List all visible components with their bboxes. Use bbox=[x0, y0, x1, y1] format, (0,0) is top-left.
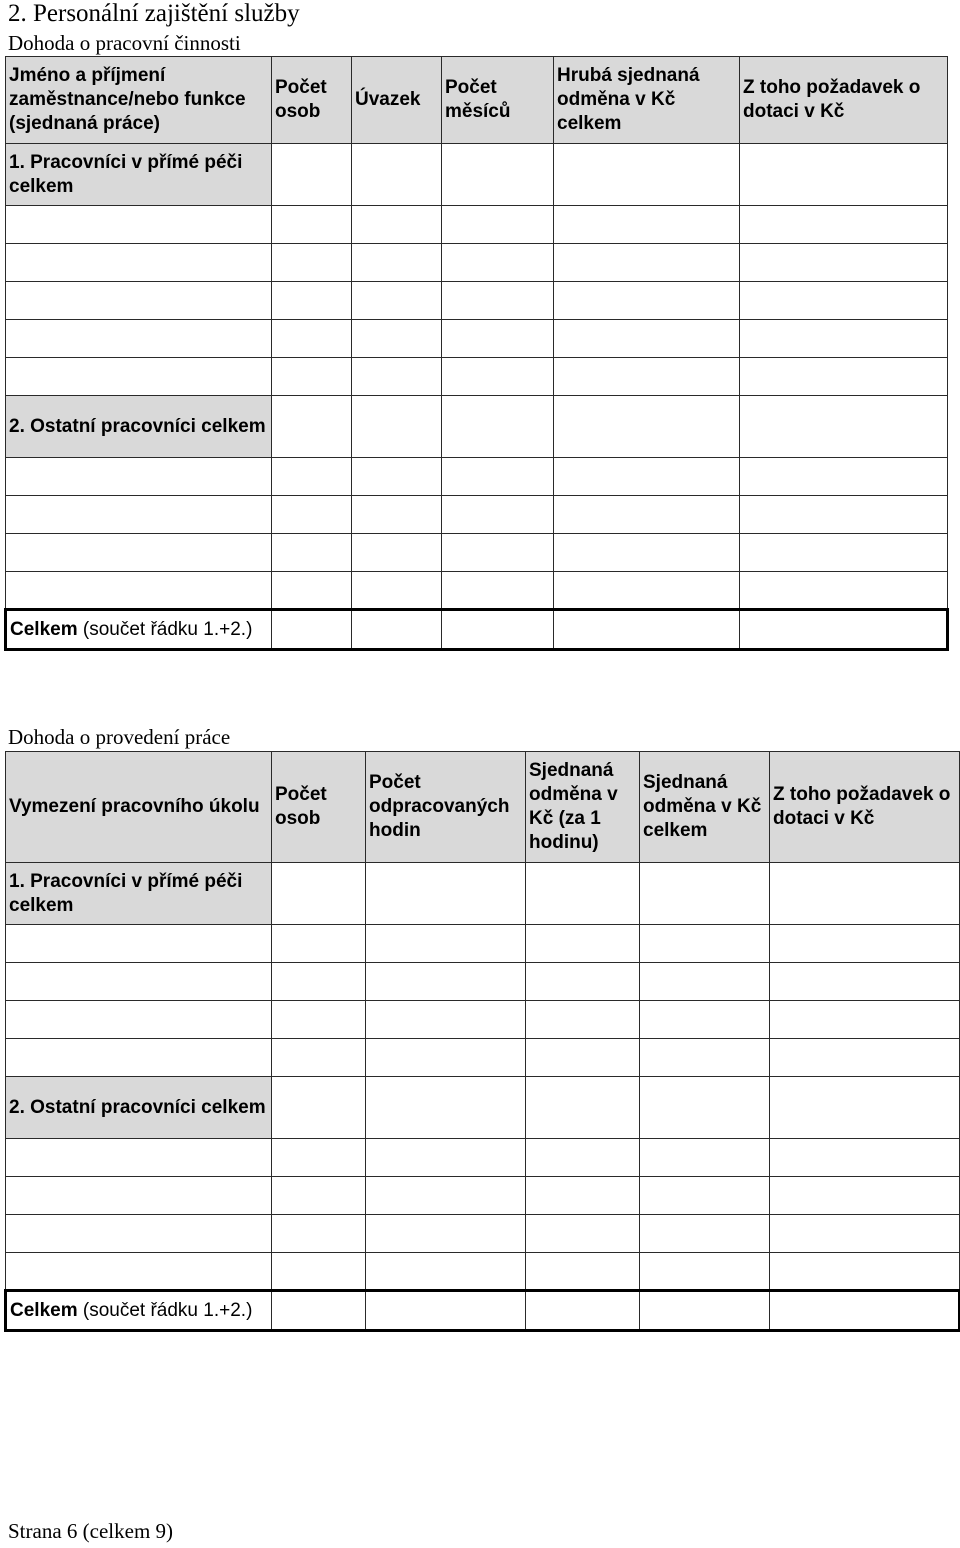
table-cell[interactable] bbox=[6, 1139, 272, 1177]
table-cell[interactable] bbox=[740, 610, 948, 650]
table-cell[interactable] bbox=[272, 244, 352, 282]
table-cell[interactable] bbox=[554, 244, 740, 282]
table-cell[interactable] bbox=[366, 863, 526, 925]
table-row bbox=[6, 358, 948, 396]
table-row bbox=[6, 1215, 960, 1253]
table-cell[interactable] bbox=[442, 396, 554, 458]
table-row bbox=[6, 320, 948, 358]
table-cell[interactable] bbox=[366, 1215, 526, 1253]
table-cell[interactable] bbox=[6, 496, 272, 534]
total-label: Celkem bbox=[10, 1299, 78, 1321]
total-row bbox=[6, 1291, 960, 1331]
page-title: 2. Personální zajištění služby bbox=[8, 0, 300, 27]
table-cell[interactable] bbox=[442, 206, 554, 244]
table-cell[interactable] bbox=[442, 282, 554, 320]
table-cell[interactable] bbox=[554, 458, 740, 496]
table-cell[interactable] bbox=[272, 458, 352, 496]
table-cell[interactable] bbox=[366, 1253, 526, 1291]
table-row bbox=[6, 963, 960, 1001]
table-cell[interactable] bbox=[442, 572, 554, 610]
group2-label: 2. Ostatní pracovníci celkem bbox=[6, 396, 272, 458]
total-label-cell bbox=[6, 610, 272, 650]
table-cell[interactable] bbox=[6, 534, 272, 572]
table-cell[interactable] bbox=[352, 572, 442, 610]
table-row bbox=[6, 1001, 960, 1039]
group2-row bbox=[6, 1077, 960, 1139]
table-cell[interactable] bbox=[640, 863, 770, 925]
table-row bbox=[6, 534, 948, 572]
table-cell[interactable] bbox=[6, 206, 272, 244]
table-cell[interactable] bbox=[740, 244, 948, 282]
total-label-cell bbox=[6, 1291, 272, 1331]
table-cell[interactable] bbox=[770, 1177, 960, 1215]
table-cell[interactable] bbox=[272, 206, 352, 244]
table-cell[interactable] bbox=[640, 1253, 770, 1291]
table-cell[interactable] bbox=[770, 1215, 960, 1253]
table-cell[interactable] bbox=[526, 1253, 640, 1291]
table-cell[interactable] bbox=[770, 1253, 960, 1291]
table-cell[interactable] bbox=[442, 358, 554, 396]
table-cell[interactable] bbox=[272, 144, 352, 206]
table-cell[interactable] bbox=[366, 925, 526, 963]
group1-row bbox=[6, 144, 948, 206]
table-cell[interactable] bbox=[352, 458, 442, 496]
table-cell[interactable] bbox=[272, 572, 352, 610]
table-cell[interactable] bbox=[442, 458, 554, 496]
col-header-hourly-pay: Sjednaná odměna v Kč (za 1 hodinu) bbox=[526, 752, 640, 863]
table-cell[interactable] bbox=[526, 1077, 640, 1139]
table-cell[interactable] bbox=[640, 1001, 770, 1039]
table-cell[interactable] bbox=[366, 1039, 526, 1077]
table-cell[interactable] bbox=[6, 1177, 272, 1215]
table-cell[interactable] bbox=[272, 963, 366, 1001]
table-row bbox=[6, 282, 948, 320]
table-cell[interactable] bbox=[6, 1001, 272, 1039]
total-note: (součet řádku 1.+2.) bbox=[82, 618, 253, 640]
table-cell[interactable] bbox=[272, 396, 352, 458]
table-cell[interactable] bbox=[740, 320, 948, 358]
col-header-total-pay: Sjednaná odměna v Kč celkem bbox=[640, 752, 770, 863]
group1-label: 1. Pracovníci v přímé péči celkem bbox=[6, 144, 272, 206]
table-cell[interactable] bbox=[272, 1215, 366, 1253]
table-cell[interactable] bbox=[554, 320, 740, 358]
table-cell[interactable] bbox=[640, 1177, 770, 1215]
table-cell[interactable] bbox=[770, 1291, 960, 1331]
table-cell[interactable] bbox=[352, 144, 442, 206]
table-cell[interactable] bbox=[442, 244, 554, 282]
table-cell[interactable] bbox=[640, 1215, 770, 1253]
group2-label: 2. Ostatní pracovníci celkem bbox=[6, 1077, 272, 1139]
table-cell[interactable] bbox=[442, 534, 554, 572]
table-cell[interactable] bbox=[352, 282, 442, 320]
table-cell[interactable] bbox=[740, 572, 948, 610]
table-cell[interactable] bbox=[526, 1215, 640, 1253]
table-cell[interactable] bbox=[352, 534, 442, 572]
table-cell[interactable] bbox=[554, 396, 740, 458]
table-cell[interactable] bbox=[366, 1291, 526, 1331]
table-row bbox=[6, 925, 960, 963]
table-cell[interactable] bbox=[770, 925, 960, 963]
table-cell[interactable] bbox=[526, 925, 640, 963]
table-cell[interactable] bbox=[740, 396, 948, 458]
table-cell[interactable] bbox=[352, 206, 442, 244]
col-header-name: Jméno a příjmení zaměstnance/nebo funkce (sjednaná práce) bbox=[6, 57, 272, 144]
col-header-gross-pay: Hrubá sjednaná odměna v Kč celkem bbox=[554, 57, 740, 144]
table-cell[interactable] bbox=[6, 320, 272, 358]
section1-heading: Dohoda o pracovní činnosti bbox=[8, 31, 241, 55]
table-cell[interactable] bbox=[272, 534, 352, 572]
table-header-row bbox=[6, 752, 960, 863]
table-row bbox=[6, 1139, 960, 1177]
table-cell[interactable] bbox=[740, 282, 948, 320]
table-cell[interactable] bbox=[770, 1139, 960, 1177]
table-cell[interactable] bbox=[272, 1253, 366, 1291]
table-cell[interactable] bbox=[272, 496, 352, 534]
page-footer: Strana 6 (celkem 9) bbox=[8, 1519, 174, 1543]
table-cell[interactable] bbox=[526, 1039, 640, 1077]
table-cell[interactable] bbox=[740, 206, 948, 244]
table-cell[interactable] bbox=[352, 358, 442, 396]
table-cell[interactable] bbox=[640, 1139, 770, 1177]
table-cell[interactable] bbox=[740, 534, 948, 572]
table-cell[interactable] bbox=[640, 925, 770, 963]
table-cell[interactable] bbox=[272, 1177, 366, 1215]
table-row bbox=[6, 1177, 960, 1215]
table-cell[interactable] bbox=[526, 1291, 640, 1331]
table-dohoda-pracovni-cinnost bbox=[4, 56, 949, 651]
table-cell[interactable] bbox=[442, 610, 554, 650]
group1-label: 1. Pracovníci v přímé péči celkem bbox=[6, 863, 272, 925]
total-label: Celkem bbox=[10, 618, 78, 640]
table-cell[interactable] bbox=[554, 282, 740, 320]
table-cell[interactable] bbox=[366, 1001, 526, 1039]
table-header-row bbox=[6, 57, 948, 144]
table-cell[interactable] bbox=[442, 320, 554, 358]
table-cell[interactable] bbox=[272, 610, 352, 650]
table-cell[interactable] bbox=[770, 863, 960, 925]
col-header-persons: Počet osob bbox=[272, 752, 366, 863]
col-header-subsidy: Z toho požadavek o dotaci v Kč bbox=[740, 57, 948, 144]
table-cell[interactable] bbox=[442, 496, 554, 534]
table-cell[interactable] bbox=[526, 863, 640, 925]
total-row bbox=[6, 610, 948, 650]
table-cell[interactable] bbox=[6, 458, 272, 496]
table-cell[interactable] bbox=[272, 863, 366, 925]
table-cell[interactable] bbox=[272, 1077, 366, 1139]
table-row bbox=[6, 572, 948, 610]
table-cell[interactable] bbox=[352, 496, 442, 534]
total-note: (součet řádku 1.+2.) bbox=[82, 1299, 253, 1321]
table-cell[interactable] bbox=[272, 320, 352, 358]
table-cell[interactable] bbox=[352, 244, 442, 282]
table-cell[interactable] bbox=[526, 1001, 640, 1039]
col-header-task: Vymezení pracovního úkolu bbox=[6, 752, 272, 863]
section2-heading: Dohoda o provedení práce bbox=[8, 725, 231, 749]
table-row bbox=[6, 244, 948, 282]
table-cell[interactable] bbox=[366, 1077, 526, 1139]
table-cell[interactable] bbox=[554, 534, 740, 572]
col-header-persons: Počet osob bbox=[272, 57, 352, 144]
table-cell[interactable] bbox=[442, 144, 554, 206]
col-header-workload: Úvazek bbox=[352, 57, 442, 144]
table-cell[interactable] bbox=[740, 458, 948, 496]
table-cell[interactable] bbox=[554, 206, 740, 244]
table-cell[interactable] bbox=[352, 610, 442, 650]
table-cell[interactable] bbox=[6, 1039, 272, 1077]
table-cell[interactable] bbox=[554, 496, 740, 534]
table-cell[interactable] bbox=[352, 396, 442, 458]
table-cell[interactable] bbox=[272, 1139, 366, 1177]
table-cell[interactable] bbox=[640, 1291, 770, 1331]
table-cell[interactable] bbox=[740, 144, 948, 206]
table-cell[interactable] bbox=[6, 925, 272, 963]
table-cell[interactable] bbox=[770, 1039, 960, 1077]
table-row bbox=[6, 1253, 960, 1291]
table-cell[interactable] bbox=[366, 1177, 526, 1215]
table-cell[interactable] bbox=[526, 1177, 640, 1215]
table-cell[interactable] bbox=[6, 1215, 272, 1253]
table-cell[interactable] bbox=[640, 963, 770, 1001]
table-cell[interactable] bbox=[6, 358, 272, 396]
table-cell[interactable] bbox=[740, 358, 948, 396]
table-cell[interactable] bbox=[272, 1291, 366, 1331]
table-dohoda-provedeni-prace bbox=[4, 751, 960, 1332]
table-cell[interactable] bbox=[640, 1039, 770, 1077]
table-cell[interactable] bbox=[740, 496, 948, 534]
table-cell[interactable] bbox=[526, 963, 640, 1001]
table-cell[interactable] bbox=[272, 1001, 366, 1039]
group2-row bbox=[6, 396, 948, 458]
table-cell[interactable] bbox=[352, 320, 442, 358]
table-cell[interactable] bbox=[272, 1039, 366, 1077]
table-row bbox=[6, 1039, 960, 1077]
table-cell[interactable] bbox=[770, 1001, 960, 1039]
table-cell[interactable] bbox=[526, 1139, 640, 1177]
col-header-hours: Počet odpracovaných hodin bbox=[366, 752, 526, 863]
table-cell[interactable] bbox=[272, 358, 352, 396]
table-cell[interactable] bbox=[366, 1139, 526, 1177]
table-cell[interactable] bbox=[6, 244, 272, 282]
table-cell[interactable] bbox=[6, 572, 272, 610]
table-cell[interactable] bbox=[6, 963, 272, 1001]
table-cell[interactable] bbox=[640, 1077, 770, 1139]
table-cell[interactable] bbox=[6, 1253, 272, 1291]
table-row bbox=[6, 206, 948, 244]
table-cell[interactable] bbox=[272, 925, 366, 963]
table-cell[interactable] bbox=[554, 358, 740, 396]
table-cell[interactable] bbox=[366, 963, 526, 1001]
table-cell[interactable] bbox=[770, 963, 960, 1001]
table-cell[interactable] bbox=[554, 572, 740, 610]
table-cell[interactable] bbox=[272, 282, 352, 320]
table-cell[interactable] bbox=[554, 610, 740, 650]
table-cell[interactable] bbox=[554, 144, 740, 206]
table-cell[interactable] bbox=[6, 282, 272, 320]
group1-row bbox=[6, 863, 960, 925]
col-header-months: Počet měsíců bbox=[442, 57, 554, 144]
table-cell[interactable] bbox=[770, 1077, 960, 1139]
table-row bbox=[6, 496, 948, 534]
col-header-subsidy: Z toho požadavek o dotaci v Kč bbox=[770, 752, 960, 863]
table-row bbox=[6, 458, 948, 496]
